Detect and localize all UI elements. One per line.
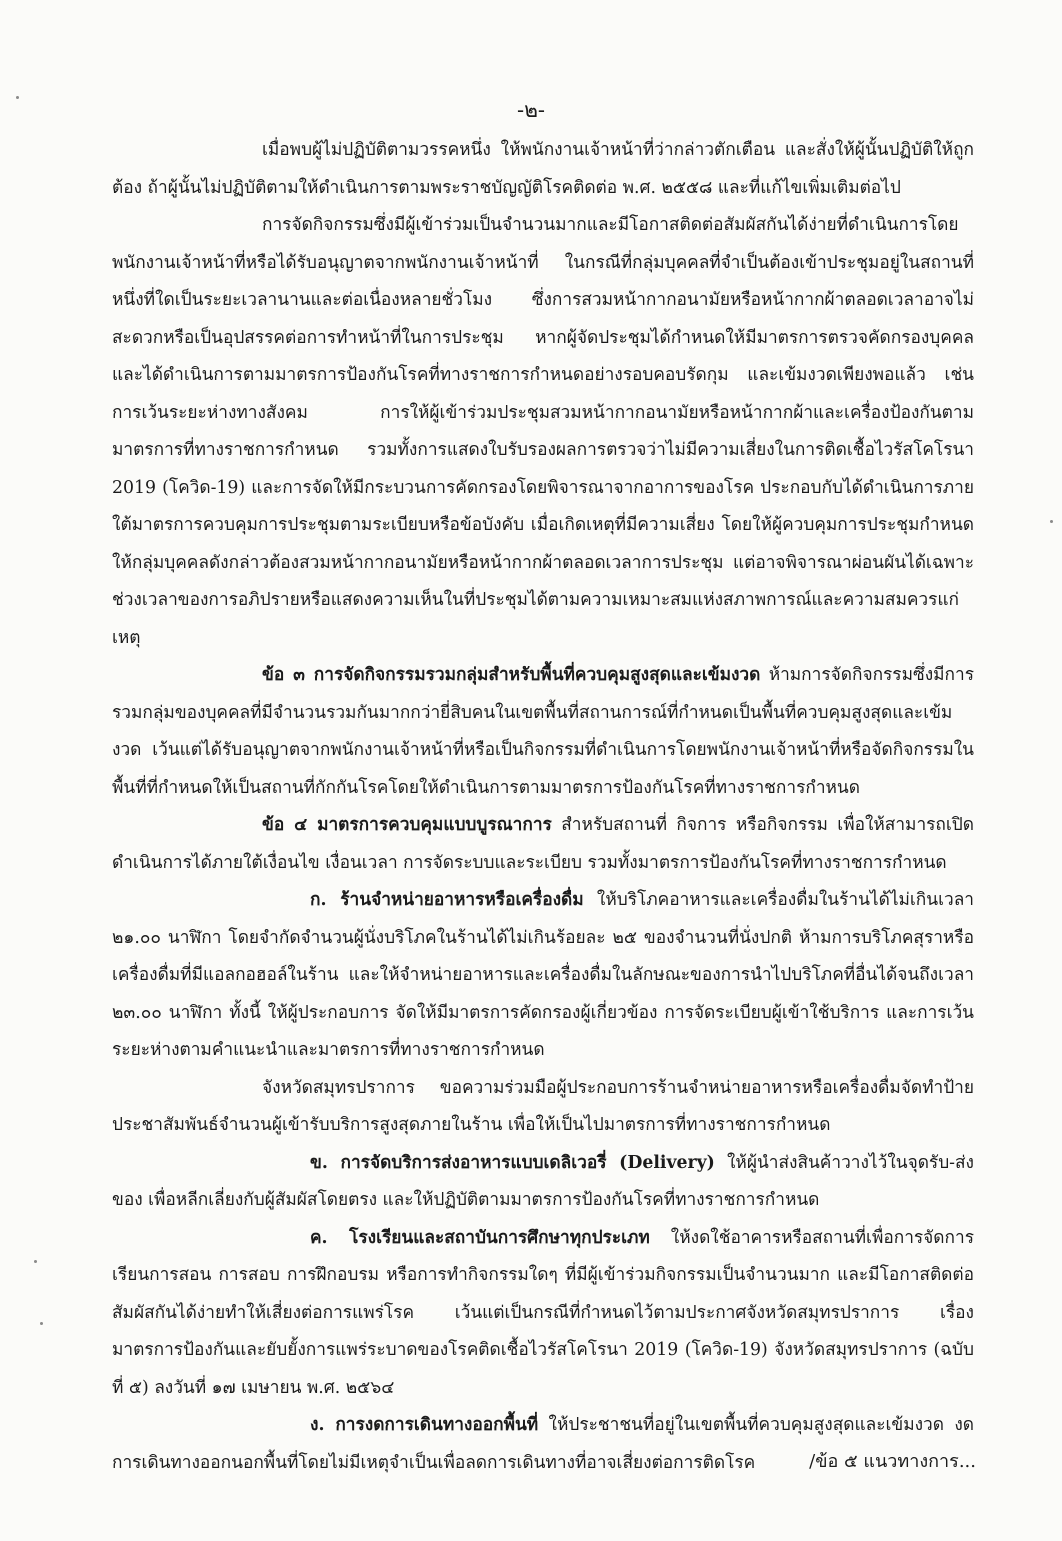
item-kho2-text: ให้งดใช้อาคารหรือสถานที่เพื่อการจัดการเรียนการสอน การสอบ การฝึกอบรม หรือการทำกิจกรรมใดๆ ที่มีผู้เข้าร่วมกิจกรรมเป็นจำนวนมาก และมีโอกาสติดต่อสัมผัสกันได้ง่ายทำให้เสี่ยงต่อการแพร่โรค เว้นแต่เป็นกรณีที่กำหนดไว้ตามประกาศจังหวัดสมุทรปราการ เรื่อง มาตรการป้องกันและยับยั้งการแพร่ระบาดของโรคติดเชื้อไวรัสโคโรนา 2019 (โควิด-19) จังหวัดสมุทรปราการ (ฉบับที่ ๕) ลงวันที่ ๑๗ เมษายน พ.ศ. ๒๕๖๔ <box>112 1227 974 1398</box>
item-ka-text: ให้บริโภคอาหารและเครื่องดื่มในร้านได้ไม่เกินเวลา ๒๑.๐๐ นาฬิกา โดยจำกัดจำนวนผู้นั่งบริโภคในร้านได้ไม่เกินร้อยละ ๒๕ ของจำนวนที่นั่งปกติ ห้ามการบริโภคสุราหรือเครื่องดื่มที่มีแอลกอฮอล์ในร้าน และให้จำหน่ายอาหารและเครื่องดื่มในลักษณะของการนำไปบริโภคที่อื่นได้จนถึงเวลา ๒๓.๐๐ นาฬิกา ทั้งนี้ ให้ผู้ประกอบการ จัดให้มีมาตรการคัดกรองผู้เกี่ยวข้อง การจัดระเบียบผู้เข้าใช้บริการ และการเว้นระยะห่างตามคำแนะนำและมาตรการที่ทางราชการกำหนด <box>112 890 974 1060</box>
section-4-heading: ข้อ ๔ มาตรการควบคุมแบบบูรณาการ <box>262 815 552 835</box>
section-3-text: ห้ามการจัดกิจกรรมซึ่งมีการรวมกลุ่มของบุคคลที่มีจำนวนรวมกันมากกว่ายี่สิบคนในเขตพื้นที่สถานการณ์ที่กำหนดเป็นพื้นที่ควบคุมสูงสุดและเข้มงวด เว้นแต่ได้รับอนุญาตจากพนักงานเจ้าหน้าที่หรือเป็นกิจกรรมที่ดำเนินการโดยพนักงานเจ้าหน้าที่หรือจัดกิจกรรมในพื้นที่ที่กำหนดให้เป็นสถานที่กักกันโรคโดยให้ดำเนินการตามมาตรการป้องกันโรคที่ทางราชการกำหนด <box>112 665 974 798</box>
item-ngo-text: ให้ประชาชนที่อยู่ในเขตพื้นที่ควบคุมสูงสุดและเข้มงวด งดการเดินทางออกนอกพื้นที่โดยไม่มีเหตุจำเป็นเพื่อลดการเดินทางที่อาจเสี่ยงต่อการติดโรค <box>112 1415 974 1473</box>
item-kho2-heading: ค. โรงเรียนและสถาบันการศึกษาทุกประเภท <box>310 1227 650 1248</box>
page-number: -๒- <box>516 98 546 122</box>
paragraph-meeting-activities: การจัดกิจกรรมซึ่งมีผู้เข้าร่วมเป็นจำนวนมากและมีโอกาสติดต่อสัมผัสกันได้ง่ายที่ดำเนินการโดยพนักงานเจ้าหน้าที่หรือได้รับอนุญาตจากพนักงานเจ้าหน้าที่ ในกรณีที่กลุ่มบุคคลที่จำเป็นต้องเข้าประชุมอยู่ในสถานที่หนึ่งที่ใดเป็นระยะเวลานานและต่อเนื่องหลายชั่วโมง ซึ่งการสวมหน้ากากอนามัยหรือหน้ากากผ้าตลอดเวลาอาจไม่สะดวกหรือเป็นอุปสรรคต่อการทำหน้าที่ในการประชุม หากผู้จัดประชุมได้กำหนดให้มีมาตรการตรวจคัดกรองบุคคลและได้ดำเนินการตามมาตรการป้องกันโรคที่ทางราชการกำหนดอย่างรอบคอบรัดกุม และเข้มงวดเพียงพอแล้ว เช่น การเว้นระยะห่างทางสังคม การให้ผู้เข้าร่วมประชุมสวมหน้ากากอนามัยหรือหน้ากากผ้าและเครื่องป้องกันตามมาตรการที่ทางราชการกำหนด รวมทั้งการแสดงใบรับรองผลการตรวจว่าไม่มีความเสี่ยงในการติดเชื้อไวรัสโคโรนา 2019 (โควิด-19) และการจัดให้มีกระบวนการคัดกรองโดยพิจารณาจากอาการของโรค ประกอบกับได้ดำเนินการภายใต้มาตรการควบคุมการประชุมตามระเบียบหรือข้อบังคับ เมื่อเกิดเหตุที่มีความเสี่ยง โดยให้ผู้ควบคุมการประชุมกำหนดให้กลุ่มบุคคลดังกล่าวต้องสวมหน้ากากอนามัยหรือหน้ากากผ้าตลอดเวลาการประชุม แต่อาจพิจารณาผ่อนผันได้เฉพาะช่วงเวลาของการอภิปรายหรือแสดงความเห็นในที่ประชุมได้ตามความเหมาะสมแห่งสภาพการณ์และความสมควรแก่เหตุ <box>112 215 974 648</box>
item-kho-heading: ข. การจัดบริการส่งอาหารแบบเดลิเวอรี่ (Delivery) <box>310 1152 715 1173</box>
item-ka-followup: จังหวัดสมุทรปราการ ขอความร่วมมือผู้ประกอบการร้านจำหน่ายอาหารหรือเครื่องดื่มจัดทำป้ายประชาสัมพันธ์จำนวนผู้เข้ารับบริการสูงสุดภายในร้าน เพื่อให้เป็นไปมาตรการที่ทางราชการกำหนด <box>112 1077 974 1135</box>
item-kho-text: ให้ผู้นำส่งสินค้าวางไว้ในจุดรับ-ส่งของ เพื่อหลีกเลี่ยงกับผู้สัมผัสโดยตรง และให้ปฏิบัติตามมาตรการป้องกันโรคที่ทางราชการกำหนด <box>112 1152 974 1210</box>
scan-speck <box>34 1260 37 1263</box>
document-body <box>112 132 974 1482</box>
item-ka-heading: ก. ร้านจำหน่ายอาหารหรือเครื่องดื่ม <box>310 890 584 910</box>
section-3 <box>112 657 974 807</box>
scan-speck <box>16 96 19 99</box>
item-ngo-heading: ง. การงดการเดินทางออกพื้นที่ <box>310 1415 539 1435</box>
item-kho2 <box>112 1220 974 1408</box>
scan-speck <box>1050 520 1053 523</box>
paragraph-enforcement: เมื่อพบผู้ไม่ปฏิบัติตามวรรคหนึ่ง ให้พนักงานเจ้าหน้าที่ว่ากล่าวตักเตือน และสั่งให้ผู้นั้นปฏิบัติให้ถูกต้อง ถ้าผู้นั้นไม่ปฏิบัติตามให้ดำเนินการตามพระราชบัญญัติโรคติดต่อ พ.ศ. ๒๕๕๘ และที่แก้ไขเพิ่มเติมต่อไป <box>112 140 974 198</box>
item-ka <box>112 882 974 1070</box>
item-kho <box>112 1145 974 1220</box>
section-4 <box>112 807 974 882</box>
continuation-footer: /ข้อ ๕ แนวทางการ... <box>809 1451 976 1472</box>
scan-speck <box>40 1322 43 1325</box>
section-3-heading: ข้อ ๓ การจัดกิจกรรมรวมกลุ่มสำหรับพื้นที่ควบคุมสูงสุดและเข้มงวด <box>262 665 761 685</box>
section-4-text: สำหรับสถานที่ กิจการ หรือกิจกรรม เพื่อให้สามารถเปิดดำเนินการได้ภายใต้เงื่อนไข เงื่อนเวลา การจัดระบบและระเบียบ รวมทั้งมาตรการป้องกันโรคที่ทางราชการกำหนด <box>112 815 974 873</box>
